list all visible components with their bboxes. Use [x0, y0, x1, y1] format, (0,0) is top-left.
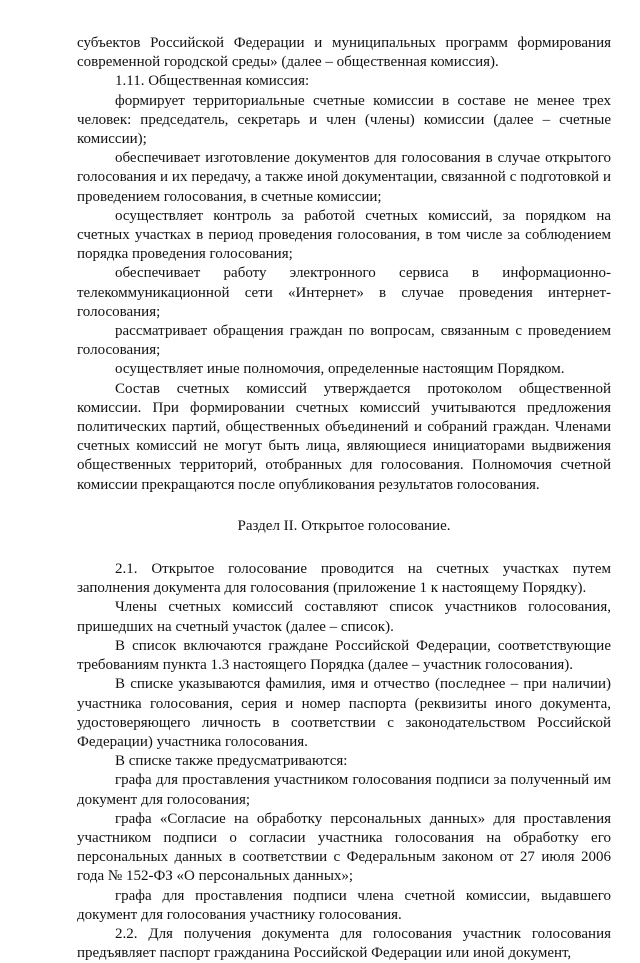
- clause-2-2: 2.2. Для получения документа для голосования участник голосования предъявляет паспорт гражданина Российской Федерации или иной документ,: [77, 925, 611, 962]
- paragraph: В списке указываются фамилия, имя и отчество (последнее – при наличии) участника голосования, серия и номер паспорта (реквизиты иного документа, удостоверяющего личность в соответствии с законодательством Российской Федерации) участника голосования.: [77, 676, 611, 750]
- clause-1-11-heading: 1.11. Общественная комиссия:: [115, 73, 310, 90]
- spacer: [77, 495, 611, 517]
- paragraph: обеспечивает работу электронного сервиса в информационно-телекоммуникационной сети «Интернет» в случае проведения интернет-голосования;: [77, 265, 611, 320]
- paragraph: осуществляет иные полномочия, определенные настоящим Порядком.: [115, 361, 565, 378]
- paragraph: осуществляет контроль за работой счетных комиссий, за порядком на счетных участках в период проведения голосования, в том числе за соблюдением порядка проведения голосования;: [77, 207, 611, 263]
- spacer: [77, 536, 611, 560]
- paragraph: В список включаются граждане Российской Федерации, соответствующие требованиям пункта 1.3 настоящего Порядка (далее – участник голосования).: [77, 637, 611, 674]
- paragraph: графа для проставления участником голосования подписи за полученный им документ для голосования;: [77, 772, 611, 808]
- document-body: [77, 34, 611, 963]
- paragraph: Состав счетных комиссий утверждается протоколом общественной комиссии. При формировании счетных комиссий учитываются предложения политических партий, общественных объединений и собраний граждан. Членами счетных комиссий не могут быть лица, являющиеся инициаторами выдвижения общественных территорий, отобранных для голосования. Полномочия счетной комиссии прекращаются после опубликования результатов голосования.: [77, 380, 611, 493]
- paragraph: формирует территориальные счетные комиссии в составе не менее трех человек: председатель, секретарь и член (члены) комиссии (далее – счетные комиссии);: [77, 92, 611, 148]
- paragraph: В списке также предусматриваются:: [115, 753, 348, 770]
- paragraph: графа для проставления подписи члена счетной комиссии, выдавшего документ для голосования участнику голосования.: [77, 887, 611, 923]
- section-title: Раздел II. Открытое голосование.: [237, 517, 451, 534]
- paragraph: рассматривает обращения граждан по вопросам, связанным с проведением голосования;: [77, 323, 611, 359]
- paragraph-continuation: субъектов Российской Федерации и муниципальных программ формирования современной городской среды» (далее – общественная комиссия).: [77, 35, 611, 71]
- paragraph: обеспечивает изготовление документов для голосования в случае открытого голосования и их передачу, а также иной документации, связанной с подготовкой и проведением голосования, в счетные комиссии;: [77, 150, 611, 205]
- paragraph: графа «Согласие на обработку персональных данных» для проставления участником подписи о согласии участника голосования на обработку его персональных данных в соответствии с Федеральным законом от 27 июля 2006 года № 152-ФЗ «О персональных данных»;: [77, 810, 611, 885]
- paragraph: Члены счетных комиссий составляют список участников голосования, пришедших на счетный участок (далее – список).: [77, 599, 611, 635]
- clause-2-1: 2.1. Открытое голосование проводится на счетных участках путем заполнения документа для голосования (приложение 1 к настоящему Порядку).: [77, 561, 611, 597]
